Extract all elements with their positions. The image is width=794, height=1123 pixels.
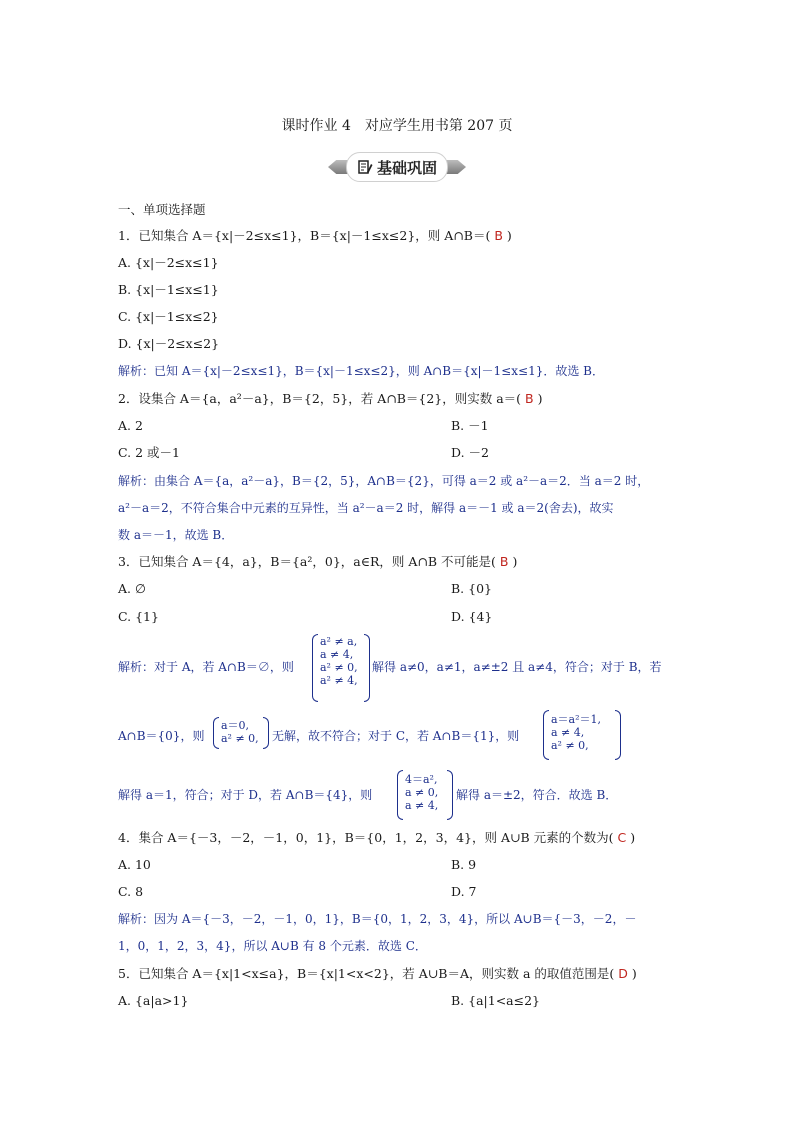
equation-row: a² ≠ a,: [320, 635, 358, 648]
question-text: 4．集合 A＝{－3，－2，－1，0，1}，B＝{0，1，2，3，4}，则 A∪B 元素的个数为(: [118, 830, 614, 845]
answer-mark: D: [618, 966, 628, 981]
banner-text: 基础巩固: [376, 158, 437, 177]
solution-3-part-4: 无解，故不符合；对于 C，若 A∩B＝{1}，则: [272, 729, 520, 743]
option-a: A. {a|a>1}: [118, 993, 189, 1008]
option-c: C. {1}: [118, 609, 159, 624]
question-text: 3．已知集合 A＝{4，a}，B＝{a²，0}，a∈R，则 A∩B 不可能是(: [118, 554, 496, 569]
question-text: 2．设集合 A＝{a，a²－a}，B＝{2，5}，若 A∩B＝{2}，则实数 a＝(: [118, 391, 522, 406]
close-paren: ): [512, 554, 518, 569]
right-brace: [447, 770, 453, 820]
answer-mark: C: [617, 830, 627, 845]
option-c: C. {x|－1≤x≤2}: [118, 309, 219, 324]
option-b: B. {a|1<a≤2}: [451, 993, 541, 1008]
option-d: D. {4}: [451, 609, 493, 624]
option-b: B. 9: [451, 857, 477, 872]
left-brace: [213, 717, 219, 749]
answer-mark: B: [494, 228, 503, 243]
page-title: 课时作业 4 对应学生用书第 207 页: [281, 118, 513, 134]
option-a: A. {x|－2≤x≤1}: [118, 255, 219, 270]
equation-row: a ≠ 0,: [405, 786, 439, 799]
equation-row: a＝0,: [221, 719, 250, 732]
section-banner: [328, 152, 466, 182]
equation-row: a ≠ 4,: [405, 799, 439, 812]
solution-1: 解析：已知 A＝{x|－2≤x≤1}，B＝{x|－1≤x≤2}，则 A∩B＝{x|－1≤x≤1}．故选 B．: [118, 364, 604, 378]
left-brace: [312, 634, 318, 702]
equation-row: a ≠ 4,: [551, 726, 585, 739]
solution-3-part-6: 解得 a＝±2，符合．故选 B．: [456, 788, 618, 802]
question-3-stem: [118, 554, 517, 570]
equation-row: a² ≠ 0,: [551, 739, 589, 752]
option-a: A. ∅: [118, 581, 146, 596]
solution-2-line-3: 数 a＝－1，故选 B．: [118, 528, 234, 542]
notebook-pen-icon: [357, 159, 373, 175]
option-b: B. {x|－1≤x≤1}: [118, 282, 219, 297]
left-brace: [397, 770, 403, 820]
equation-row: a ≠ 4,: [320, 648, 354, 661]
question-text: 5．已知集合 A＝{x|1<x≤a}，B＝{x|1<x<2}，若 A∪B＝A，则实数 a 的取值范围是(: [118, 966, 615, 981]
right-brace: [263, 717, 269, 749]
equation-system-1: [312, 634, 370, 702]
close-paren: ): [506, 228, 512, 243]
option-d: D. －2: [451, 445, 489, 460]
answer-mark: B: [525, 391, 534, 406]
equation-row: a² ≠ 0,: [320, 661, 358, 674]
banner-label: [346, 152, 448, 182]
question-2-stem: [118, 391, 543, 407]
answer-mark: B: [499, 554, 509, 569]
option-a: A. 10: [118, 857, 151, 872]
option-b: B. －1: [451, 418, 489, 433]
solution-4-line-2: 1，0，1，2，3，4}，所以 A∪B 有 8 个元素．故选 C．: [118, 939, 427, 953]
solution-2-line-1: 解析：由集合 A＝{a，a²－a}，B＝{2，5}，A∩B＝{2}，可得 a＝2 或 a²－a＝2．当 a＝2 时，: [118, 474, 650, 488]
question-text: 1．已知集合 A＝{x|－2≤x≤1}，B＝{x|－1≤x≤2}，则 A∩B＝(: [118, 228, 491, 243]
section-heading: 一、单项选择题: [118, 202, 206, 217]
option-b: B. {0}: [451, 581, 492, 596]
close-paren: ): [630, 830, 636, 845]
option-d: D. 7: [451, 884, 477, 899]
equation-row: a² ≠ 4,: [320, 674, 358, 687]
equation-row: 4＝a²,: [405, 773, 438, 786]
solution-3-part-2: 解得 a≠0，a≠1，a≠±2 且 a≠4，符合；对于 B，若: [372, 660, 662, 674]
equation-system-2: [213, 717, 269, 749]
close-paren: ): [537, 391, 543, 406]
solution-3-part-3: A∩B＝{0}，则: [118, 729, 205, 743]
question-5-stem: [118, 966, 637, 982]
equation-system-3: [543, 710, 621, 760]
equation-row: a＝a²＝1,: [551, 713, 602, 726]
question-4-stem: [118, 830, 635, 846]
solution-3-part-1: 解析：对于 A，若 A∩B＝∅，则: [118, 660, 294, 674]
solution-4-line-1: 解析：因为 A＝{－3，－2，－1，0，1}，B＝{0，1，2，3，4}，所以 A∪B＝{－3，－2，－: [118, 912, 637, 926]
solution-3-part-5: 解得 a＝1，符合；对于 D，若 A∩B＝{4}，则: [118, 788, 373, 802]
option-d: D. {x|－2≤x≤2}: [118, 336, 220, 351]
question-1-stem: [118, 228, 512, 244]
right-brace: [615, 710, 621, 760]
close-paren: ): [631, 966, 637, 981]
option-c: C. 8: [118, 884, 144, 899]
right-brace: [364, 634, 370, 702]
option-c: C. 2 或－1: [118, 445, 180, 460]
equation-system-4: [397, 770, 453, 820]
option-a: A. 2: [118, 418, 143, 433]
solution-2-line-2: a²－a＝2，不符合集合中元素的互异性，当 a²－a＝2 时，解得 a＝－1 或 a＝2(舍去)，故实: [118, 501, 614, 515]
left-brace: [543, 710, 549, 760]
equation-row: a² ≠ 0,: [221, 732, 259, 745]
